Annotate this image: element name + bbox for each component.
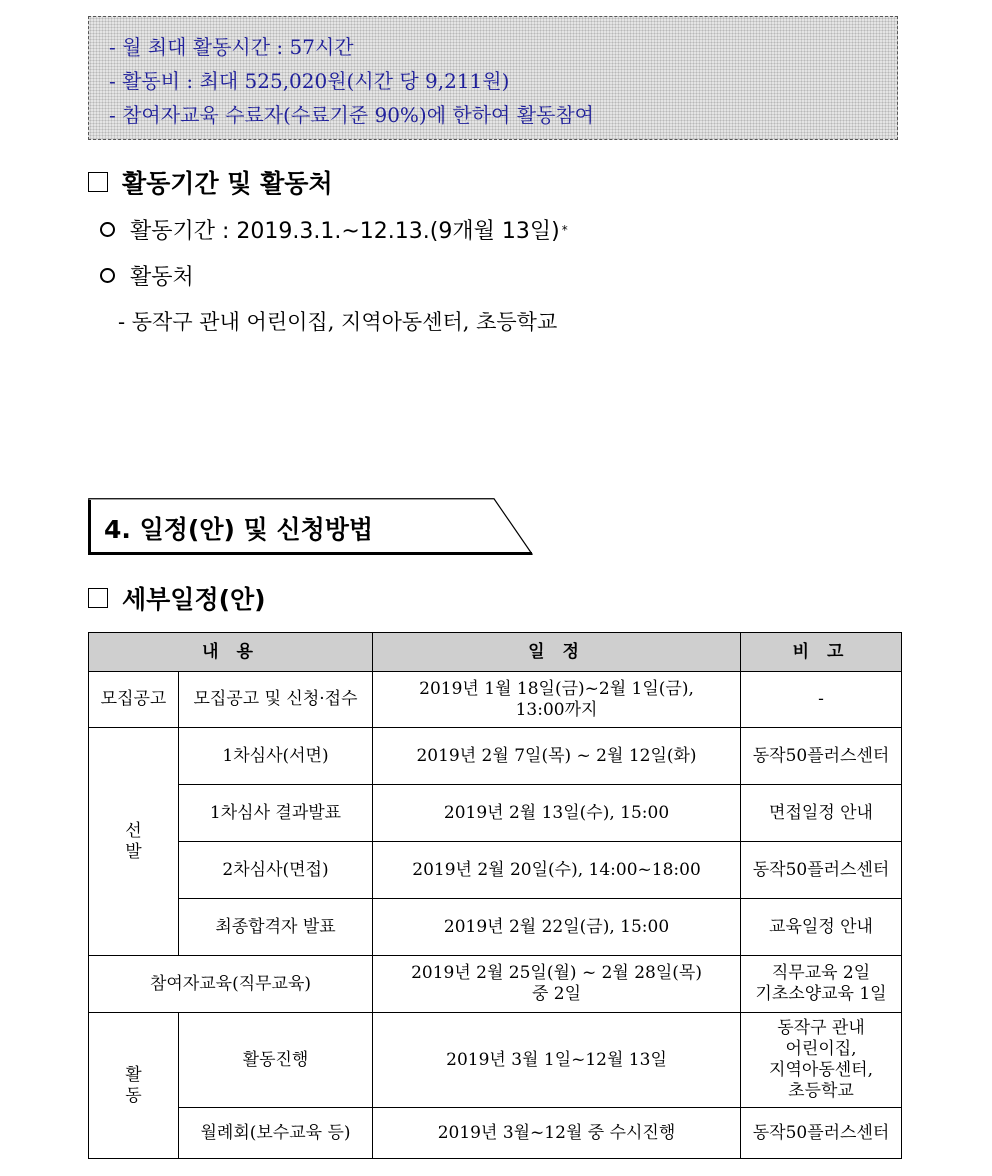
item-cell: 최종합격자 발표 [179,899,373,956]
checkbox-icon [88,172,108,192]
note-cell: 면접일정 안내 [741,785,902,842]
schedule-cell: 2019년 2월 20일(수), 14:00~18:00 [373,842,741,899]
table-header-row [89,633,902,672]
schedule-table [88,632,902,1159]
period-text: 활동기간 : 2019.3.1.~12.13.(9개월 13일) [130,219,560,244]
schedule-line: 2019년 2월 25일(월) ~ 2월 28일(목) [411,963,702,983]
header-schedule: 일 정 [373,633,741,672]
info-line-pay: - 활동비 : 최대 525,020원(시간 당 9,211원) [109,69,510,93]
table-row [89,1108,902,1159]
schedule-cell: 2019년 3월~12월 중 수시진행 [373,1108,741,1159]
note-line: 기초소양교육 1일 [755,984,887,1004]
banner-title: 4. 일정(안) 및 신청방법 [104,515,374,544]
info-line-eligibility: - 참여자교육 수료자(수료기준 90%)에 한하여 활동참여 [109,103,595,127]
schedule-cell: 2019년 3월 1일~12월 13일 [373,1013,741,1108]
circle-bullet-icon [100,222,115,237]
place-detail: - 동작구 관내 어린이집, 지역아동센터, 초등학교 [118,310,558,334]
note-line: 초등학교 [788,1081,854,1101]
schedule-cell: 2019년 2월 22일(금), 15:00 [373,899,741,956]
note-cell: 동작50플러스센터 [741,728,902,785]
section-banner [88,498,533,556]
note-cell: - [741,672,902,728]
note-cell: 동작50플러스센터 [741,1108,902,1159]
group-recruit: 모집공고 [89,672,179,728]
note-cell [741,956,902,1013]
table-row [89,785,902,842]
table-row [89,842,902,899]
checkbox-icon [88,588,108,608]
item-cell: 모집공고 및 신청·접수 [179,672,373,728]
table-row [89,728,902,785]
item-cell: 2차심사(면접) [179,842,373,899]
note-cell: 동작50플러스센터 [741,842,902,899]
place-text: 활동처 [130,265,194,290]
item-cell: 활동진행 [179,1013,373,1108]
section-heading-period-text: 활동기간 및 활동처 [122,169,333,198]
group-education: 참여자교육(직무교육) [89,956,373,1013]
item-cell: 1차심사(서면) [179,728,373,785]
period-footnote: * [561,222,568,237]
note-line: 직무교육 2일 [771,963,871,983]
section-heading-schedule-text: 세부일정(안) [122,585,266,614]
item-cell: 월례회(보수교육 등) [179,1108,373,1159]
table-row [89,956,902,1013]
header-note: 비 고 [741,633,902,672]
item-cell: 1차심사 결과발표 [179,785,373,842]
info-box [88,16,898,140]
schedule-cell [373,956,741,1013]
section-heading-period [88,164,333,200]
schedule-cell [373,672,741,728]
section-heading-schedule [88,580,266,616]
table-row [89,1013,902,1108]
schedule-cell: 2019년 2월 7일(목) ~ 2월 12일(화) [373,728,741,785]
note-cell: 교육일정 안내 [741,899,902,956]
schedule-line: 13:00까지 [515,699,598,720]
schedule-line: 중 2일 [531,984,582,1004]
circle-bullet-icon [100,268,115,283]
place-item [100,260,194,291]
note-line: 지역아동센터, [769,1060,873,1080]
group-activity: 활 동 [89,1013,179,1159]
table-row [89,899,902,956]
note-line: 동작구 관내 [777,1018,865,1038]
table-row [89,672,902,728]
period-item [100,214,568,245]
schedule-cell: 2019년 2월 13일(수), 15:00 [373,785,741,842]
info-line-hours: - 월 최대 활동시간 : 57시간 [109,35,354,59]
note-cell [741,1013,902,1108]
note-line: 어린이집, [785,1039,857,1059]
header-content: 내 용 [89,633,373,672]
group-selection: 선 발 [89,728,179,956]
schedule-line: 2019년 1월 18일(금)~2월 1일(금), [419,678,694,699]
